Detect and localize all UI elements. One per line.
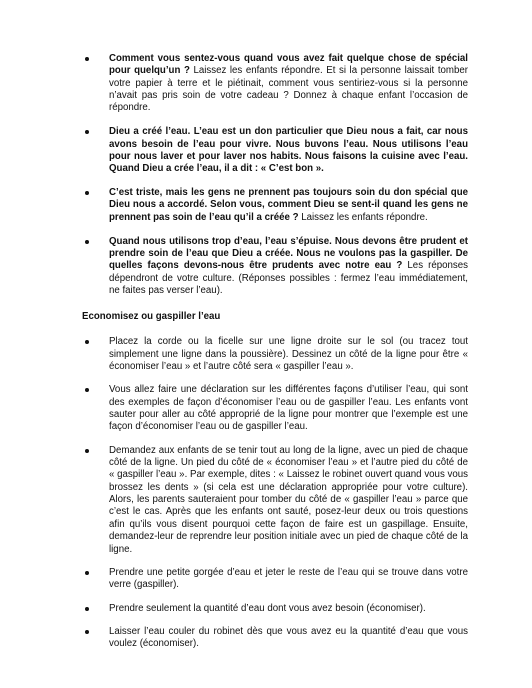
list-item: Prendre seulement la quantité d’eau dont vous avez besoin (économiser). [83,603,468,615]
list-item [83,187,468,224]
activity-instructions-list [83,336,468,650]
list-item: Laisser l’eau couler du robinet dès que vous avez eu la quantité d’eau que vous voulez (économiser). [83,626,468,651]
list-item: Vous allez faire une déclaration sur les différentes façons d’utiliser l’eau, qui sont des exemples de façon d’économiser l’eau ou de gaspiller l’eau. Les enfants vont sauter pour aller au côté approprié de la ligne pour montrer que l’exemple est une façon d’économiser l’eau ou de gaspiller l’eau. [83,384,468,433]
discussion-questions-list [83,53,468,297]
bold-text: Comment vous sentez-vous quand vous avez fait quelque chose de spécial pour quelqu’un ? [109,53,468,77]
list-item: Prendre une petite gorgée d’eau et jeter le reste de l’eau qui se trouve dans votre verre (gaspiller). [83,567,468,592]
list-item: Demandez aux enfants de se tenir tout au long de la ligne, avec un pied de chaque côté de la ligne. Un pied du côté de « économiser l’eau » et l’autre pied du côté de « gaspiller l’eau ». Par exemple, dites : « Laissez le robinet ouvert quand vous vous brossez les dents » (si cela est une déclaration appropriée pour votre culture). Alors, les parents sauteraient pour tomber du côté de « gaspiller l’eau » parce que c’est le cas. Après que les enfants ont sauté, posez-leur deux ou trois questions afin qu’ils vous disent pourquoi cette façon de faire est un gaspillage. Ensuite, demandez-leur de reprendre leur position initiale avec un pied de chaque côté de la ligne. [83,445,468,556]
body-text: Laissez les enfants répondre. [298,211,428,223]
bold-text: C’est triste, mais les gens ne prennent pas toujours soin du don spécial que Dieu nous a accordé. Selon vous, comment Dieu se sent-il quand les gens ne prennent pas soin de l’eau qu’il a créée ? [109,187,468,223]
body-text: Les réponses dépendront de votre culture. (Réponses possibles : fermez l’eau immédiatement, ne faites pas verser l’eau). [109,260,468,296]
list-item: Placez la corde ou la ficelle sur une ligne droite sur le sol (ou tracez tout simplement une ligne dans la poussière). Dessinez un côté de la ligne pour être « économiser l’eau » et l’autre côté sera « gaspiller l’eau ». [83,336,468,373]
section-heading: Economisez ou gaspiller l’eau [82,311,221,323]
list-item [83,126,468,175]
bold-text: Dieu a créé l’eau. L’eau est un don particulier que Dieu nous a fait, car nous avons besoin de l’eau pour vivre. Nous buvons l’eau. Nous utilisons l’eau pour nous laver et pour laver nos habits. Nous faisons la cuisine avec l’eau. Quand Dieu a crée l’eau, il a dit : « C’est bon ». [109,126,468,175]
list-item [83,53,468,115]
list-item [83,236,468,298]
bold-text: Quand nous utilisons trop d’eau, l’eau s’épuise. Nous devons être prudent et prendre soin de l’eau que Dieu a créée. Nous ne voulons pas la gaspiller. De quelles façons devons-nous être prudents avec notre eau ? [109,235,468,272]
body-text: Laissez les enfants répondre. Et si la personne laissait tomber votre papier à terre et le piétinait, comment vous sentiriez-vous si la personne n’avait pas pris soin de votre cadeau ? Donnez à chaque enfant l’occasion de répondre. [109,65,468,114]
